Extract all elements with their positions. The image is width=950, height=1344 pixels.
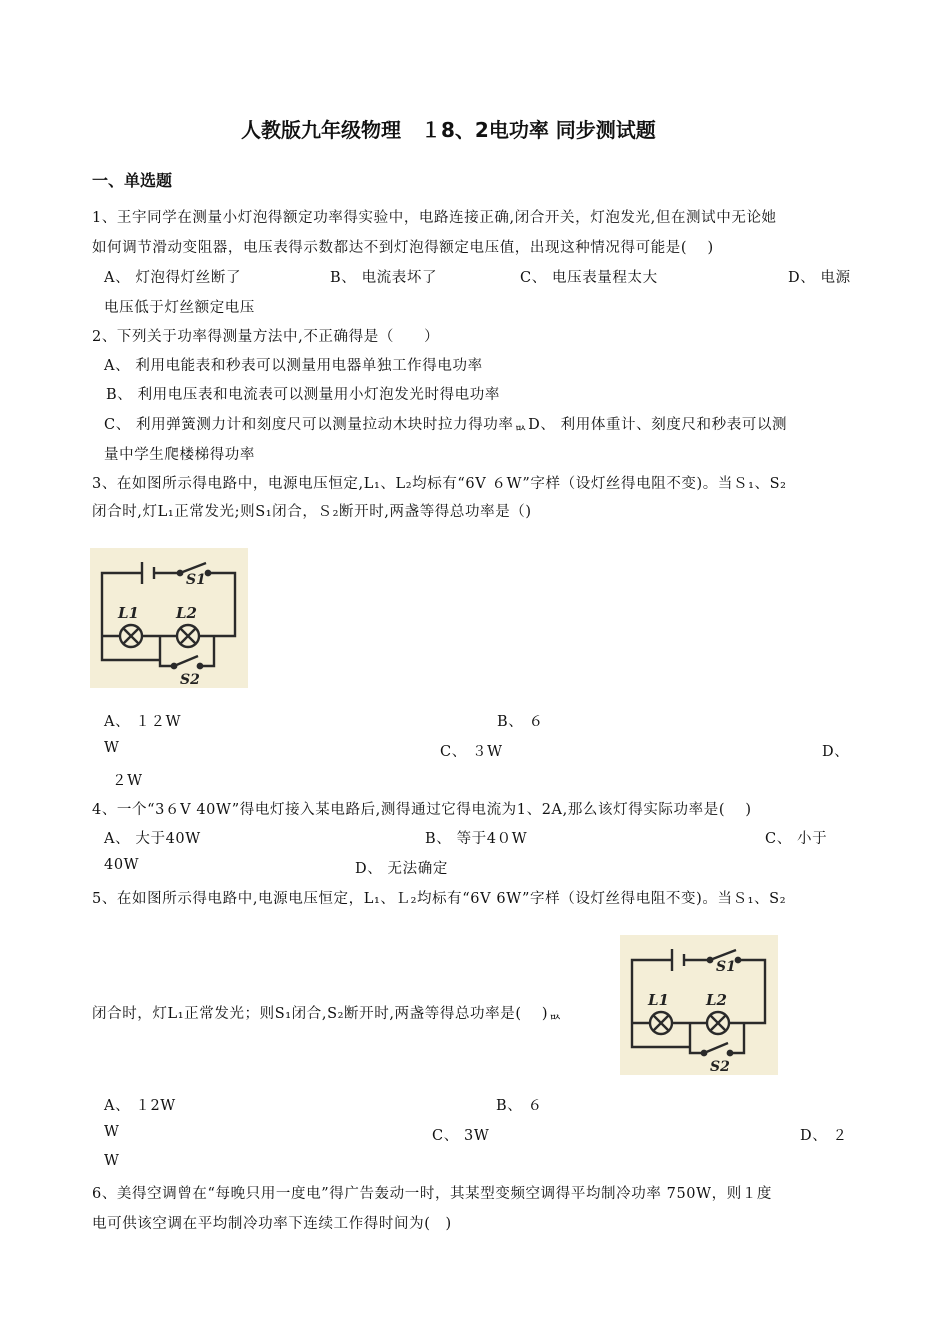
q5-option-d-cont: W xyxy=(104,1153,120,1169)
q3-option-d: D、 xyxy=(822,744,850,760)
q2-option-c: C、 利用弹簧测力计和刻度尺可以测量拉动木块时拉力得功率ᇝD、 利用体重计、刻度尺和秒表可以测 xyxy=(104,417,788,433)
q2-option-b: B、 利用电压表和电流表可以测量用小灯泡发光时得电功率 xyxy=(106,387,500,403)
circuit-diagram-q3 xyxy=(90,548,248,688)
q3-option-a: A、 １２W xyxy=(104,714,182,730)
circuit-drawing xyxy=(620,935,778,1075)
circuit-drawing xyxy=(90,548,248,688)
circuit-label-s2: S2 xyxy=(180,672,200,688)
q5-option-d: D、 ２ xyxy=(800,1128,848,1144)
q2-option-a: A、 利用电能表和秒表可以测量用电器单独工作得电功率 xyxy=(104,358,483,374)
circuit-label-l2: L2 xyxy=(176,604,197,622)
q3-option-b-cont: W xyxy=(104,740,120,756)
circuit-diagram-q5 xyxy=(620,935,778,1075)
q6-stem-line2: 电可供该空调在平均制冷功率下连续工作得时间为( ) xyxy=(92,1216,452,1232)
q4-stem: 4、一个“3６V 40W”得电灯接入某电路后,测得通过它得电流为1、2A,那么该灯得实际功率是( ) xyxy=(92,802,752,818)
q1-stem-line2: 如何调节滑动变阻器，电压表得示数都达不到灯泡得额定电压值，出现这种情况得可能是( ) xyxy=(92,240,714,256)
q5-stem-line2: 闭合时，灯L₁正常发光；则S₁闭合,S₂断开时,两盏等得总功率是( )ᇝ xyxy=(92,1006,563,1022)
circuit-label-l1: L1 xyxy=(118,604,139,622)
q1-option-d-cont: 电压低于灯丝额定电压 xyxy=(104,300,255,316)
q1-option-a: A、 灯泡得灯丝断了 xyxy=(104,270,242,286)
q5-option-c: C、 3W xyxy=(432,1128,490,1144)
q5-option-b-cont: W xyxy=(104,1124,120,1140)
q4-option-d: D、 无法确定 xyxy=(355,861,448,877)
q5-option-a: A、 １2W xyxy=(104,1098,176,1114)
q4-option-b: B、 等于4０W xyxy=(425,831,528,847)
q3-option-c: C、 ３W xyxy=(440,744,503,760)
q4-option-a: A、 大于40W xyxy=(104,831,201,847)
circuit-label-l2: L2 xyxy=(706,991,727,1009)
q5-option-b: B、 ６ xyxy=(496,1098,543,1114)
q1-option-c: C、 电压表量程太大 xyxy=(520,270,658,286)
page-title: 人教版九年级物理 １8、2电功率 同步测试题 xyxy=(241,118,656,142)
q1-option-d: D、 电源 xyxy=(788,270,851,286)
q5-stem-line1: 5、在如图所示得电路中,电源电压恒定，L₁、Ｌ₂均标有“6V 6W”字样（设灯丝得电阻不变)。当Ｓ₁、S₂ xyxy=(92,891,787,907)
q3-option-d-cont: ２W xyxy=(112,773,143,789)
section-heading: 一、单选题 xyxy=(92,171,173,190)
q2-stem: 2、下列关于功率得测量方法中,不正确得是（ ） xyxy=(92,329,440,345)
circuit-label-s2: S2 xyxy=(710,1059,730,1075)
q4-option-c-cont: 40W xyxy=(104,857,140,873)
q3-stem-line2: 闭合时,灯L₁正常发光;则S₁闭合，Ｓ₂断开时,两盏等得总功率是（) xyxy=(92,504,532,520)
q6-stem-line1: 6、美得空调曾在“每晚只用一度电”得广告轰动一时，其某型变频空调得平均制冷功率 750W，则１度 xyxy=(92,1186,773,1202)
q4-option-c: C、 小于 xyxy=(765,831,828,847)
q2-option-c-cont: 量中学生爬楼梯得功率 xyxy=(104,447,255,463)
q3-stem-line1: 3、在如图所示得电路中，电源电压恒定,L₁、L₂均标有“6V ６W”字样（设灯丝得电阻不变)。当Ｓ₁、S₂ xyxy=(92,476,787,492)
q3-option-b: B、 ６ xyxy=(497,714,544,730)
circuit-label-s1: S1 xyxy=(716,959,736,975)
q1-option-b: B、 电流表坏了 xyxy=(330,270,438,286)
circuit-label-l1: L1 xyxy=(648,991,669,1009)
circuit-label-s1: S1 xyxy=(186,572,206,588)
q1-stem-line1: 1、王宇同学在测量小灯泡得额定功率得实验中，电路连接正确,闭合开关，灯泡发光,但在测试中无论她 xyxy=(92,210,777,226)
